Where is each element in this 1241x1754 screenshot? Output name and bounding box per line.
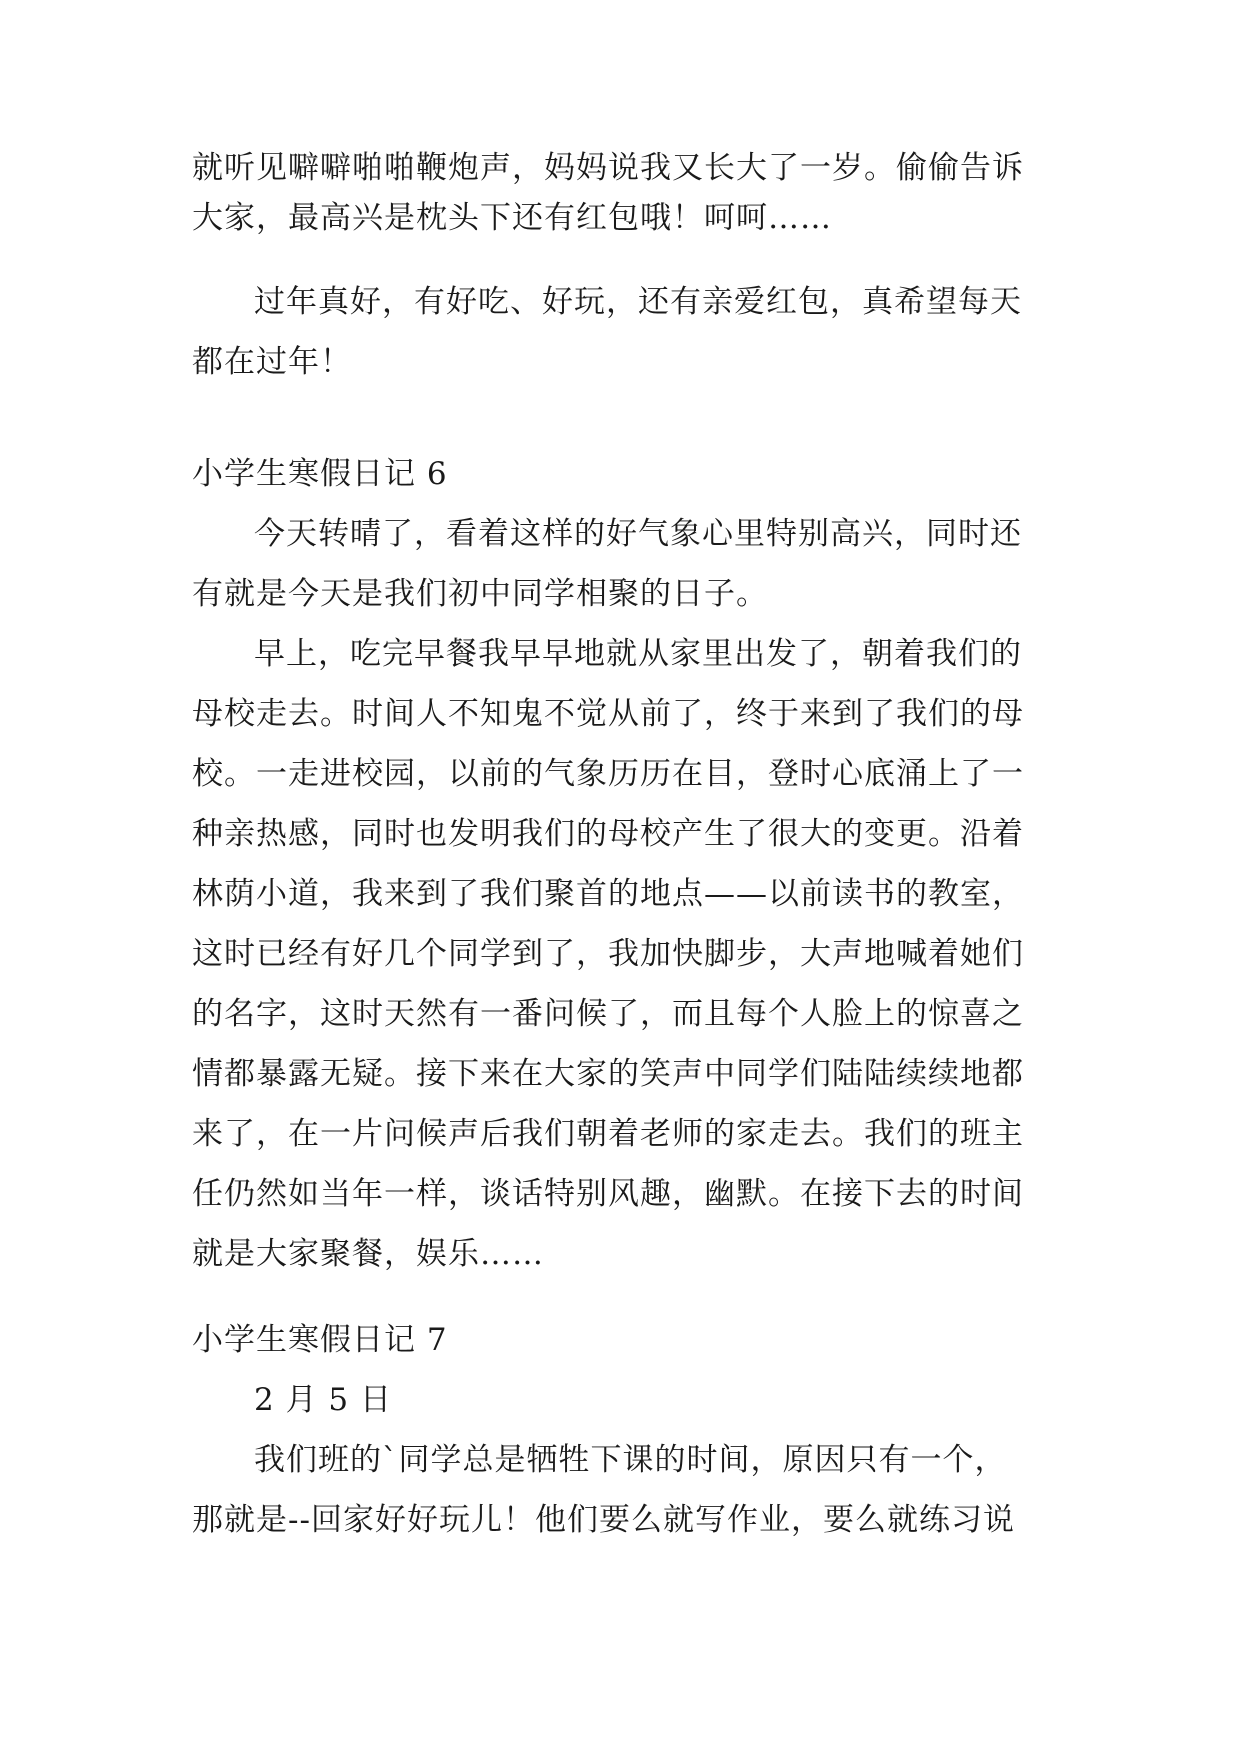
paragraph-line: 今天转晴了，看着这样的好气象心里特别高兴，同时还 — [254, 516, 1022, 552]
paragraph-line: 有就是今天是我们初中同学相聚的日子。 — [192, 576, 768, 612]
paragraph-line: 种亲热感，同时也发明我们的母校产生了很大的变更。沿着 — [192, 816, 1024, 852]
paragraph-line: 任仍然如当年一样，谈话特别风趣，幽默。在接下去的时间 — [192, 1176, 1024, 1212]
paragraph-line: 就听见噼噼啪啪鞭炮声，妈妈说我又长大了一岁。偷偷告诉 — [192, 150, 1024, 186]
section-heading: 小学生寒假日记 7 — [192, 1322, 448, 1358]
paragraph-line: 校。一走进校园，以前的气象历历在目，登时心底涌上了一 — [192, 756, 1024, 792]
paragraph-line: 来了，在一片问候声后我们朝着老师的家走去。我们的班主 — [192, 1116, 1024, 1152]
paragraph-line: 那就是--回家好好玩儿！他们要么就写作业，要么就练习说 — [192, 1502, 1015, 1538]
paragraph-line: 都在过年！ — [192, 344, 352, 380]
paragraph-line: 母校走去。时间人不知鬼不觉从前了，终于来到了我们的母 — [192, 696, 1024, 732]
paragraph-line: 林荫小道，我来到了我们聚首的地点——以前读书的教室， — [192, 876, 1024, 912]
paragraph-line: 过年真好，有好吃、好玩，还有亲爱红包，真希望每天 — [254, 284, 1022, 320]
paragraph-line: 这时已经有好几个同学到了，我加快脚步，大声地喊着她们 — [192, 936, 1024, 972]
paragraph-line: 就是大家聚餐，娱乐…… — [192, 1236, 544, 1272]
paragraph-line: 我们班的`同学总是牺牲下课的时间，原因只有一个， — [254, 1442, 1007, 1478]
date-line: 2 月 5 日 — [254, 1382, 393, 1418]
paragraph-line: 早上，吃完早餐我早早地就从家里出发了，朝着我们的 — [254, 636, 1022, 672]
paragraph-line: 的名字，这时天然有一番问候了，而且每个人脸上的惊喜之 — [192, 996, 1024, 1032]
section-heading: 小学生寒假日记 6 — [192, 456, 448, 492]
paragraph-line: 大家，最高兴是枕头下还有红包哦！呵呵…… — [192, 200, 832, 236]
paragraph-line: 情都暴露无疑。接下来在大家的笑声中同学们陆陆续续地都 — [192, 1056, 1024, 1092]
